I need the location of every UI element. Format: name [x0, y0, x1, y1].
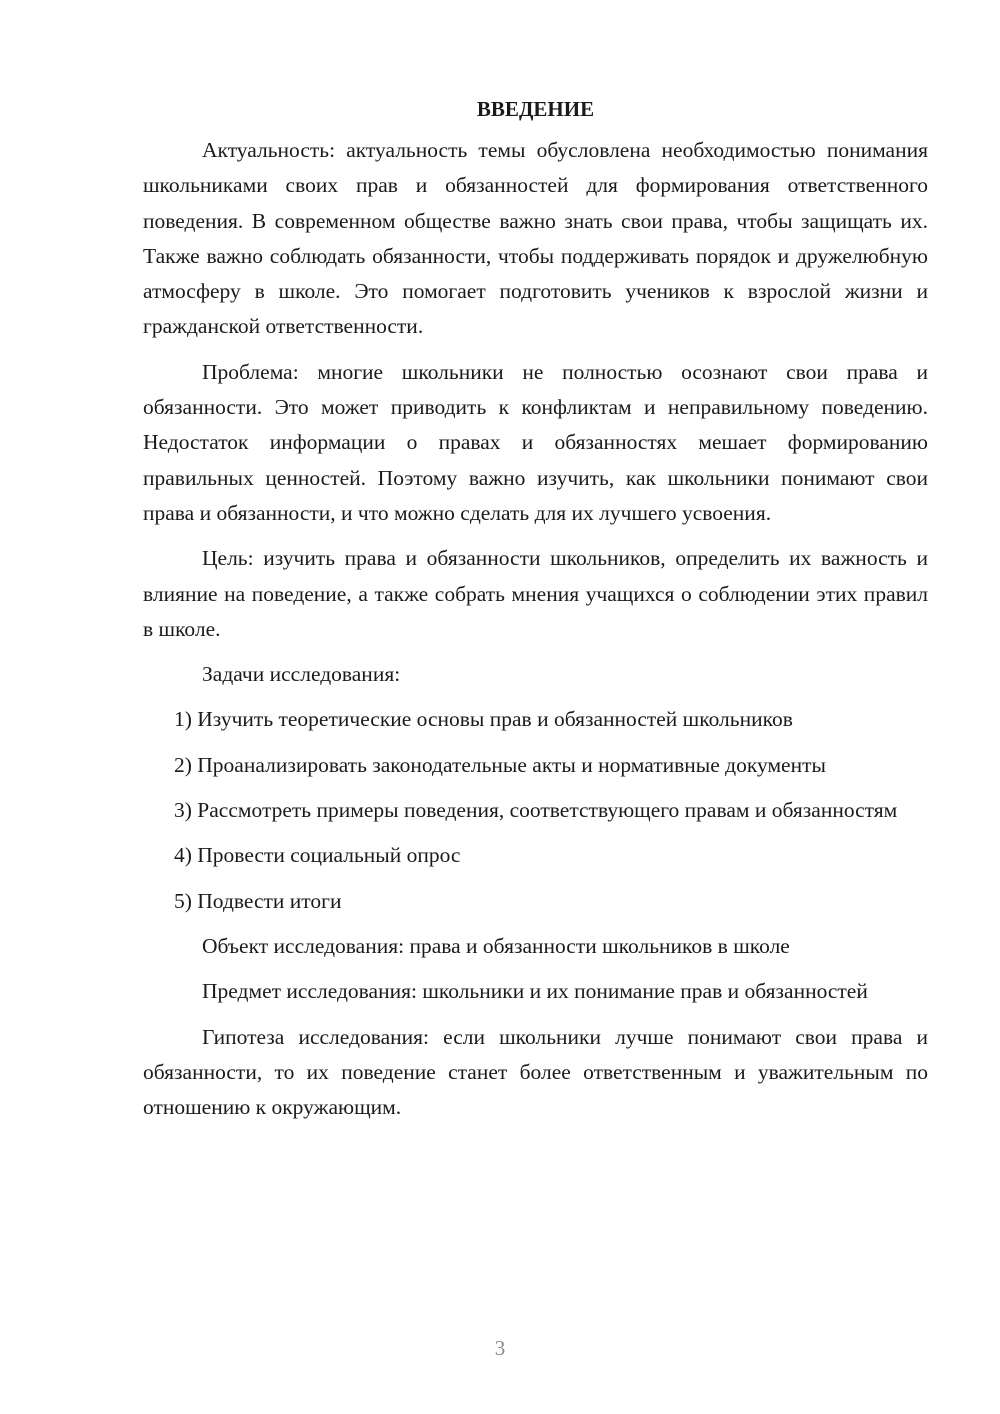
hypothesis-paragraph: Гипотеза исследования: если школьники лучше понимают свои права и обязанности, то их поведение станет более ответственным и уважительным по отношению к окружающим.	[143, 1024, 928, 1120]
relevance-paragraph: Актуальность: актуальность темы обусловлена необходимостью понимания школьниками своих прав и обязанностей для формирования ответственного поведения. В современном обществе важно знать свои права, чтобы защищать их. Также важно соблюдать обязанности, чтобы поддерживать порядок и дружелюбную атмосферу в школе. Это помогает подготовить учеников к взрослой жизни и гражданской ответственности.	[143, 138, 928, 339]
document-page	[143, 92, 928, 1135]
task-item-2: 2) Проанализировать законодательные акты и нормативные документы	[174, 752, 826, 777]
task-item-5: 5) Подвести итоги	[174, 888, 342, 913]
task-item-3: 3) Рассмотреть примеры поведения, соответствующего правам и обязанностям	[174, 798, 898, 823]
subject-paragraph: Предмет исследования: школьники и их понимание прав и обязанностей	[202, 979, 868, 1004]
object-paragraph: Объект исследования: права и обязанности школьников в школе	[202, 933, 790, 958]
task-item-1: 1) Изучить теоретические основы прав и обязанностей школьников	[174, 707, 793, 732]
section-title: ВВЕДЕНИЕ	[476, 97, 595, 121]
problem-paragraph: Проблема: многие школьники не полностью осознают свои права и обязанности. Это может приводить к конфликтам и неправильному поведению. Недостаток информации о правах и обязанностях мешает формированию правильных ценностей. Поэтому важно изучить, как школьники понимают свои права и обязанности, и что можно сделать для их лучшего усвоения.	[143, 359, 928, 525]
tasks-heading: Задачи исследования:	[202, 662, 401, 687]
goal-paragraph: Цель: изучить права и обязанности школьников, определить их важность и влияние на поведение, а также собрать мнения учащихся о соблюдении этих правил в школе.	[143, 546, 928, 641]
page-number: 3	[494, 1336, 506, 1360]
task-item-4: 4) Провести социальный опрос	[174, 843, 461, 868]
